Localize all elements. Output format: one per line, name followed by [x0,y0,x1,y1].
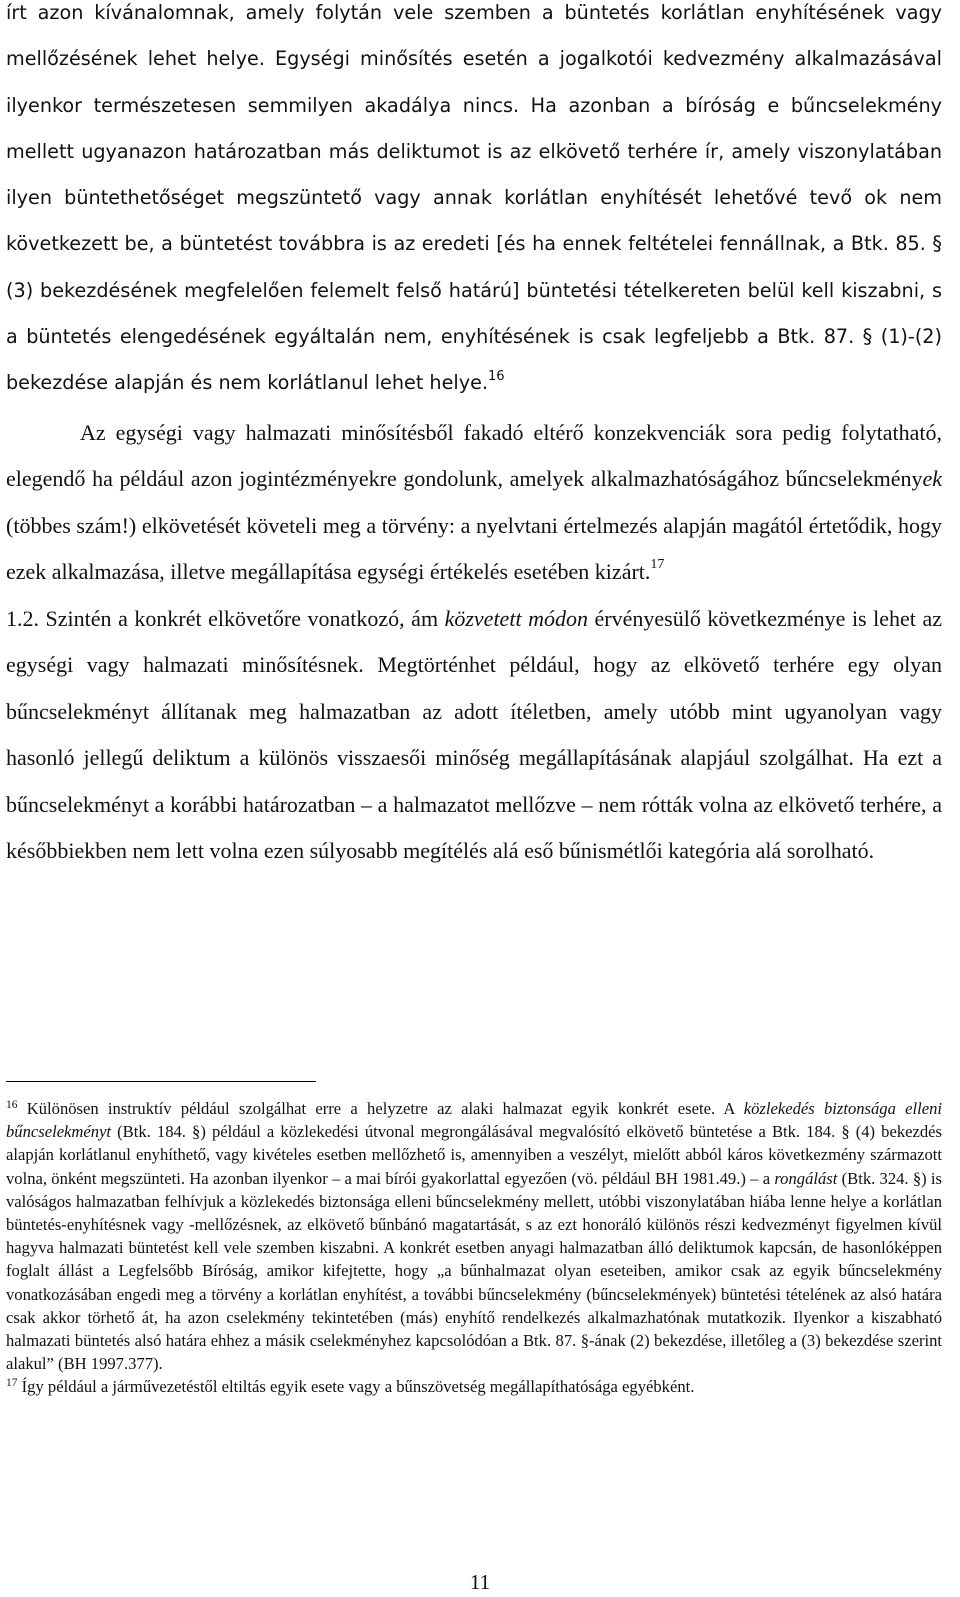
footnote-16 [6,1097,942,1375]
paragraph-1-text: írt azon kívánalomnak, amely folytán vele szemben a büntetés korlátlan enyhítésének vagy mellőzésének lehet helye. Egységi minősítés esetén a jogalkotói kedvezmény alkalmazásával ilyenkor természetesen semmilyen akadálya nincs. Ha azonban a bíróság e bűncselekmény mellett ugyanazon határozatban más deliktumot is az elkövető terhére ír, amely viszonylatában ilyen büntethetőséget megszüntető vagy annak korlátlan enyhítését lehetővé tevő ok nem következett be, a büntetést továbbra is az eredeti [és ha ennek feltételei fennállnak, a Btk. 85. § (3) bekezdésének megfelelően felemelt felső határú] büntetési tételkereten belül kell kiszabni, s a büntetés elengedésének egyáltalán nem, enyhítésének is csak legfeljebb a Btk. 87. § (1)-(2) bekezdése alapján és nem korlátlanul lehet helye. [6,1,942,395]
footnote-17-number: 17 [6,1377,18,1390]
paragraph-2 [6,410,942,596]
footnote-ref-17[interactable]: 17 [650,557,665,573]
paragraph-2-text-a: Az egységi vagy halmazati minősítésből fakadó eltérő konzekvenciák sora pedig folytatható, elegendő ha például azon jogintézményekre gondolunk, amelyek alkalmazhatóságához bűncselekmény [6,419,942,492]
page-number: 11 [469,1570,491,1594]
footnote-16-italic-1: közlekedés biztonsága elleni bűncselekményt [6,1099,942,1142]
footnote-16-text-c: (Btk. 324. §) is valóságos halmazatban felhívjuk a közlekedés biztonsága elleni bűncselekmény mellett, utóbbi viszonylatában hiába lenne helye a korlátlan büntetés-enyhítésnek vagy -mellőzésnek, az elkövető bűnbánó magatartását, s az ezt honoráló különös részi kedvezményt figyelmen kívül hagyva halmazati büntetést kell vele szemben kiszabni. A konkrét esetben anyagi halmazatban álló deliktumok kapcsán, de hasonlóképpen foglalt állást a Legfelsőbb Bíróság, amikor kifejtette, hogy „a bűnhalmazat olyan eseteiben, amikor csak az egyik bűncselekmény vonatkozásában engedi meg a törvény a korlátlan enyhítést, a további bűncselekmény (bűncselekmények) büntetési tételének az alsó határa csak akkor törhető át, ha azon cselekmény tekintetében (más) enyhítő rendelkezés alkalmazhatónak mutatkozik. Ilyenkor a kiszabható halmazati büntetés alsó határa ehhez a másik cselekményhez kapcsolódóan a Btk. 87. §-ának (2) bekezdése, illetőleg a (3) bekezdése szerint alakul” (BH 1997.377). [6,1168,942,1374]
page-body [6,0,942,882]
paragraph-1 [6,0,942,407]
footnote-16-italic-2: rongálást [774,1168,838,1188]
paragraph-3-italic: közvetett módon [444,605,588,631]
paragraph-3 [6,596,942,875]
paragraph-2-italic-ek: ek [922,466,942,492]
footnote-17 [6,1375,942,1398]
footnote-16-text-a: Különösen instruktív például szolgálhat erre a helyzetre az alaki halmazat egyik konkrét esete. A [17,1099,744,1118]
paragraph-3-text-b: érvényesülő következménye is lehet az egységi vagy halmazati minősítésnek. Megtörténhet például, hogy az elkövető terhére egy olyan bűncselekményt állítanak meg halmazatban az adott ítéletben, amely utóbb mint ugyanolyan vagy hasonló jellegű deliktum a különös visszaesői minőség megállapításának alapjául szolgálhat. Ha ezt a bűncselekményt a korábbi határozatban – a halmazatot mellőzve – nem rótták volna az elkövető terhére, a későbbiekben nem lett volna ezen súlyosabb megítélés alá eső bűnismétlői kategória alá sorolható. [6,605,942,864]
footnotes [6,1097,942,1399]
footnote-ref-16[interactable]: 16 [488,369,505,385]
footnote-16-number: 16 [6,1099,18,1111]
footnote-16-text-b: (Btk. 184. §) például a közlekedési útvonal megrongálásával megvalósító elkövető büntetése a Btk. 184. § (4) bekezdés alapján korlátlanul enyhíthető, vagy kivételes esetben mellőzhető is, amennyiben a veszélyt, mielőtt abból káros következmény származott volna, önként megszünteti. Ha azonban ilyenkor – a mai bírói gyakorlattal egyezően (vö. például BH 1981.49.) – a [6,1122,942,1188]
footnote-separator [6,1081,316,1082]
footnote-17-text: Így például a járművezetéstől eltiltás egyik esete vagy a bűnszövetség megállapíthatósága egyébként. [17,1377,695,1397]
paragraph-2-text-b: (többes szám!) elkövetését követeli meg a törvény: a nyelvtani értelmezés alapján magától értetődik, hogy ezek alkalmazása, illetve megállapítása egységi értékelés esetében kizárt. [6,512,942,585]
paragraph-3-text-a: 1.2. Szintén a konkrét elkövetőre vonatkozó, ám [6,605,445,631]
